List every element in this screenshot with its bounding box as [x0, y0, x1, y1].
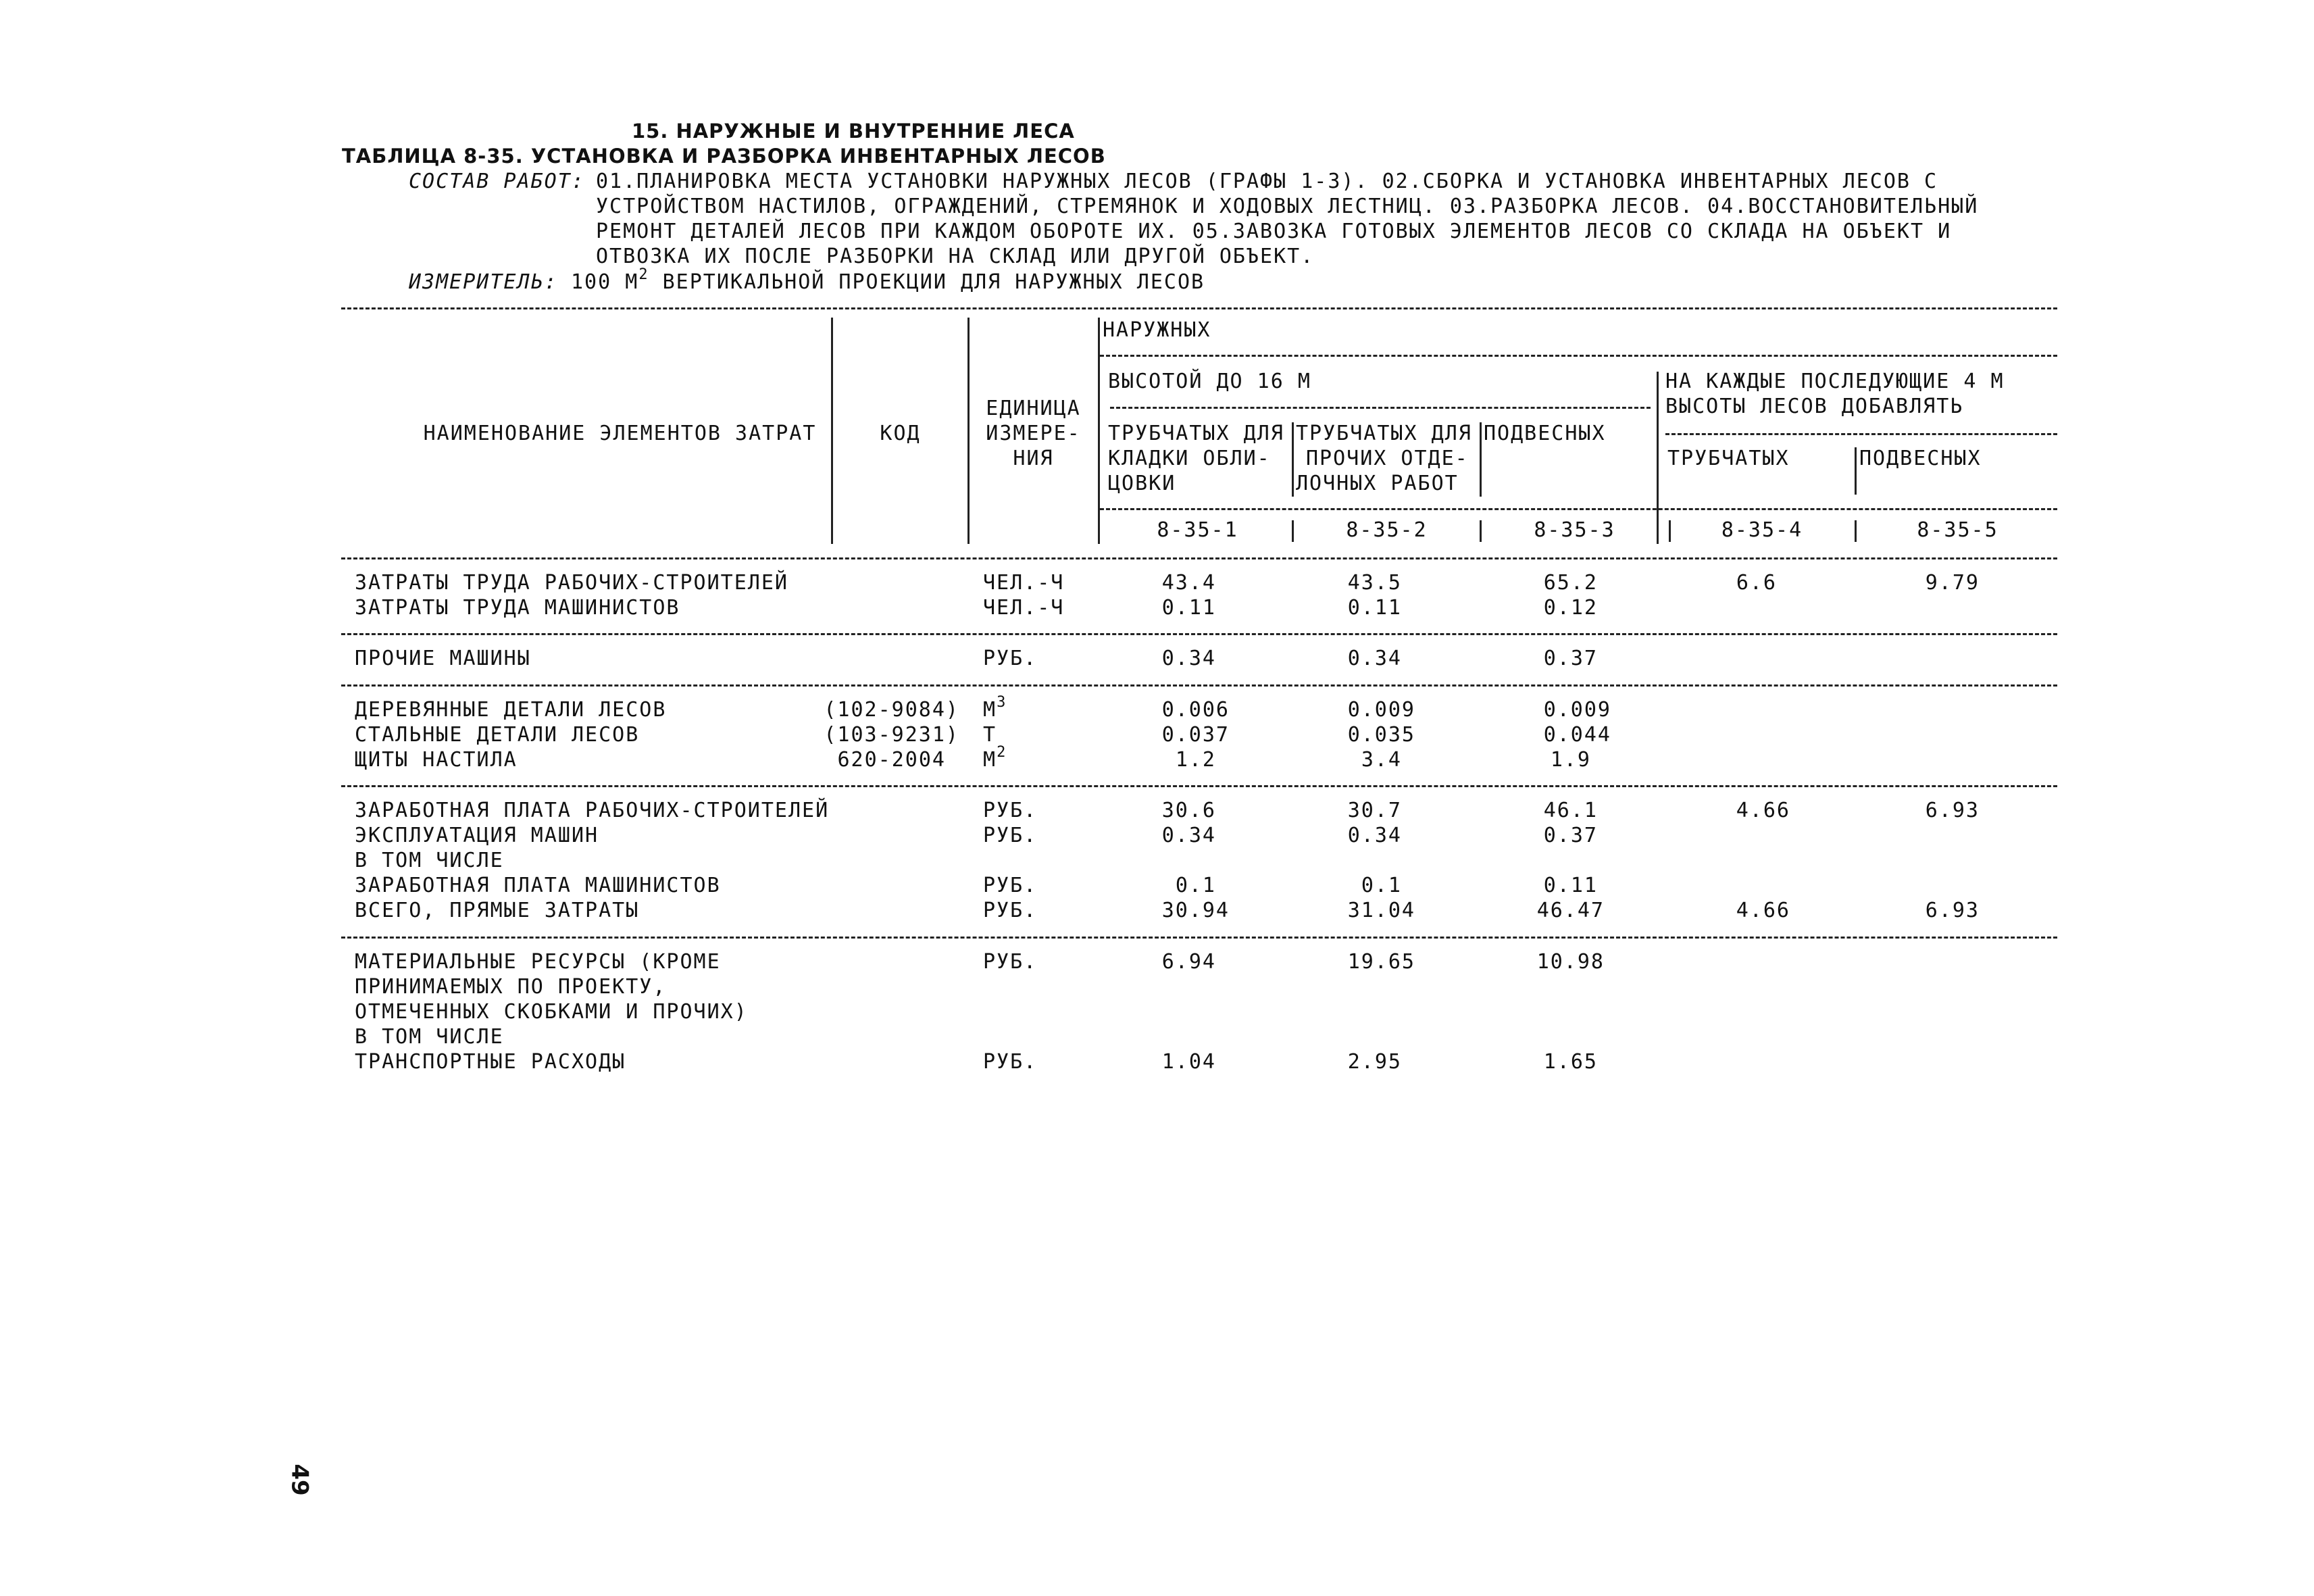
row-code: (103-9231) — [824, 723, 959, 747]
row-value-2: 0.34 — [1347, 647, 1402, 670]
row-name: ПРИНИМАЕМЫХ ПО ПРОЕКТУ, — [355, 975, 667, 999]
header-unit-line3: НИЯ — [1013, 447, 1054, 470]
row-value-3: 0.37 — [1543, 824, 1598, 847]
section-title: 15. НАРУЖНЫЕ И ВНУТРЕННИЕ ЛЕСА — [632, 120, 1075, 143]
page-number: 49 — [286, 1464, 313, 1496]
row-name: В ТОМ ЧИСЛЕ — [355, 1025, 504, 1049]
header-unit-line1: ЕДИНИЦА — [986, 397, 1081, 420]
work-composition-label: СОСТАВ РАБОТ: — [409, 170, 585, 193]
row-name: ЭКСПЛУАТАЦИЯ МАШИН — [355, 824, 599, 847]
row-value-2: 0.009 — [1347, 698, 1415, 722]
row-value-1: 30.6 — [1161, 799, 1216, 822]
row-name: ВСЕГО, ПРЯМЫЕ ЗАТРАТЫ — [355, 899, 640, 922]
row-name: ПРОЧИЕ МАШИНЫ — [355, 647, 531, 670]
header-col2-line3: ЛОЧНЫХ РАБОТ — [1296, 472, 1459, 495]
header-col2-line2: ПРОЧИХ ОТДЕ- — [1306, 447, 1469, 470]
row-value-3: 65.2 — [1543, 571, 1598, 595]
row-value-3: 0.12 — [1543, 596, 1598, 620]
row-name: ЗАТРАТЫ ТРУДА РАБОЧИХ-СТРОИТЕЛЕЙ — [355, 571, 788, 595]
header-name-col: НАИМЕНОВАНИЕ ЭЛЕМЕНТОВ ЗАТРАТ — [423, 422, 817, 445]
row-name: ЗАРАБОТНАЯ ПЛАТА МАШИНИСТОВ — [355, 874, 721, 897]
row-name: В ТОМ ЧИСЛЕ — [355, 849, 504, 872]
row-value-2: 0.1 — [1361, 874, 1402, 897]
row-value-2: 0.11 — [1347, 596, 1402, 620]
column-code-5: 8-35-5 — [1917, 518, 1998, 542]
group-rule — [341, 785, 2057, 787]
col-divider-1-2 — [1292, 422, 1294, 497]
row-name: СТАЛЬНЫЕ ДЕТАЛИ ЛЕСОВ — [355, 723, 640, 747]
row-value-3: 0.11 — [1543, 874, 1598, 897]
header-code-col: КОД — [880, 422, 921, 445]
row-value-5: 6.93 — [1925, 899, 1980, 922]
row-value-2: 0.34 — [1347, 824, 1402, 847]
code-divider-4 — [1855, 520, 1857, 542]
row-value-2: 30.7 — [1347, 799, 1402, 822]
row-unit: РУБ. — [983, 874, 1038, 897]
header-col4: ТРУБЧАТЫХ — [1667, 447, 1790, 470]
row-name: ТРАНСПОРТНЫЕ РАСХОДЫ — [355, 1050, 626, 1074]
row-unit: РУБ. — [983, 647, 1038, 670]
header-col2-line1: ТРУБЧАТЫХ ДЛЯ — [1296, 422, 1472, 445]
row-unit: РУБ. — [983, 899, 1038, 922]
row-value-3: 46.1 — [1543, 799, 1598, 822]
row-value-2: 43.5 — [1347, 571, 1402, 595]
col-divider-2-3 — [1480, 422, 1482, 497]
row-unit: РУБ. — [983, 799, 1038, 822]
col-divider-code — [967, 318, 970, 544]
row-value-1: 0.037 — [1161, 723, 1230, 747]
row-value-1: 0.1 — [1175, 874, 1216, 897]
row-unit: РУБ. — [983, 824, 1038, 847]
meter-text — [571, 266, 1205, 295]
row-value-2: 3.4 — [1361, 748, 1402, 772]
row-code: 620-2004 — [837, 748, 946, 772]
row-value-4: 6.6 — [1736, 571, 1777, 595]
meter-value: 100 М — [571, 270, 639, 294]
work-line-4: ОТВОЗКА ИХ ПОСЛЕ РАЗБОРКИ НА СКЛАД ИЛИ ДРУГОЙ ОБЪЕКТ. — [596, 245, 1315, 268]
row-value-4: 4.66 — [1736, 899, 1790, 922]
unit-base: М — [983, 698, 997, 722]
row-value-1: 43.4 — [1161, 571, 1216, 595]
meter-sup: 2 — [638, 266, 649, 283]
row-name: ДЕРЕВЯННЫЕ ДЕТАЛИ ЛЕСОВ — [355, 698, 667, 722]
row-value-5: 9.79 — [1925, 571, 1980, 595]
row-value-2: 19.65 — [1347, 950, 1415, 974]
header-each-4m-line2: ВЫСОТЫ ЛЕСОВ ДОБАВЛЯТЬ — [1665, 395, 1964, 418]
row-value-1: 0.34 — [1161, 647, 1216, 670]
header-each-4m-line1: НА КАЖДЫЕ ПОСЛЕДУЮЩИЕ 4 М — [1665, 370, 2005, 393]
row-unit: ЧЕЛ.-Ч — [983, 596, 1065, 620]
row-value-3: 46.47 — [1536, 899, 1605, 922]
header-col1-line2: КЛАДКИ ОБЛИ- — [1108, 447, 1271, 470]
table-top-rule — [341, 307, 2057, 309]
row-value-1: 6.94 — [1161, 950, 1216, 974]
work-line-1: 01.ПЛАНИРОВКА МЕСТА УСТАНОВКИ НАРУЖНЫХ ЛЕСОВ (ГРАФЫ 1-3). 02.СБОРКА И УСТАНОВКА ИНВЕНТАРНЫХ ЛЕСОВ С — [596, 170, 1938, 193]
meter-rest: ВЕРТИКАЛЬНОЙ ПРОЕКЦИИ ДЛЯ НАРУЖНЫХ ЛЕСОВ — [649, 270, 1205, 294]
unit-sup: 3 — [997, 694, 1007, 711]
row-name: ЗАРАБОТНАЯ ПЛАТА РАБОЧИХ-СТРОИТЕЛЕЙ — [355, 799, 830, 822]
header-unit-line2: ИЗМЕРЕ- — [986, 422, 1081, 445]
group-rule — [341, 937, 2057, 939]
column-code-3: 8-35-3 — [1534, 518, 1615, 542]
row-value-1: 1.2 — [1175, 748, 1216, 772]
header-rule-1 — [1100, 355, 2057, 357]
header-height-16: ВЫСОТОЙ ДО 16 М — [1108, 370, 1311, 393]
header-rule-2a — [1110, 407, 1651, 409]
header-col1-line3: ЦОВКИ — [1108, 472, 1176, 495]
row-value-3: 1.9 — [1550, 748, 1591, 772]
work-line-2: УСТРОЙСТВОМ НАСТИЛОВ, ОГРАЖДЕНИЙ, СТРЕМЯНОК И ХОДОВЫХ ЛЕСТНИЦ. 03.РАЗБОРКА ЛЕСОВ. 04.ВОССТАНОВИТЕЛЬНЫЙ — [596, 195, 1979, 218]
col-divider-4-5 — [1855, 447, 1857, 495]
row-value-1: 1.04 — [1161, 1050, 1216, 1074]
row-unit — [983, 694, 1007, 722]
row-value-2: 0.035 — [1347, 723, 1415, 747]
row-value-3: 1.65 — [1543, 1050, 1598, 1074]
row-unit — [983, 744, 1007, 772]
row-value-2: 31.04 — [1347, 899, 1415, 922]
work-line-3: РЕМОНТ ДЕТАЛЕЙ ЛЕСОВ ПРИ КАЖДОМ ОБОРОТЕ ИХ. 05.ЗАВОЗКА ГОТОВЫХ ЭЛЕМЕНТОВ ЛЕСОВ СО СКЛАДА НА ОБЪЕКТ И — [596, 220, 1952, 243]
row-name: ЩИТЫ НАСТИЛА — [355, 748, 518, 772]
row-unit: РУБ. — [983, 1050, 1038, 1074]
meter-label: ИЗМЕРИТЕЛЬ: — [409, 270, 558, 294]
group-rule — [341, 633, 2057, 635]
row-value-3: 0.37 — [1543, 647, 1598, 670]
row-value-1: 0.34 — [1161, 824, 1216, 847]
row-name: МАТЕРИАЛЬНЫЕ РЕСУРСЫ (КРОМЕ — [355, 950, 721, 974]
row-code: (102-9084) — [824, 698, 959, 722]
unit-sup: 2 — [997, 744, 1007, 761]
header-rule-2b — [1665, 433, 2057, 435]
table-title: ТАБЛИЦА 8-35. УСТАНОВКА И РАЗБОРКА ИНВЕНТАРНЫХ ЛЕСОВ — [342, 145, 1106, 168]
row-unit: РУБ. — [983, 950, 1038, 974]
row-value-1: 0.006 — [1161, 698, 1230, 722]
row-value-5: 6.93 — [1925, 799, 1980, 822]
row-value-3: 0.044 — [1543, 723, 1611, 747]
column-code-1: 8-35-1 — [1157, 518, 1238, 542]
unit-base: М — [983, 748, 997, 772]
group-rule — [341, 684, 2057, 687]
row-value-3: 10.98 — [1536, 950, 1605, 974]
row-name: ОТМЕЧЕННЫХ СКОБКАМИ И ПРОЧИХ) — [355, 1000, 748, 1024]
row-name: ЗАТРАТЫ ТРУДА МАШИНИСТОВ — [355, 596, 680, 620]
row-unit: ЧЕЛ.-Ч — [983, 571, 1065, 595]
row-unit: Т — [983, 723, 997, 747]
row-value-2: 2.95 — [1347, 1050, 1402, 1074]
column-code-4: 8-35-4 — [1721, 518, 1803, 542]
header-col5: ПОДВЕСНЫХ — [1859, 447, 1982, 470]
col-divider-name — [831, 318, 833, 544]
column-code-2: 8-35-2 — [1346, 518, 1428, 542]
header-col1-line1: ТРУБЧАТЫХ ДЛЯ — [1108, 422, 1284, 445]
header-outer: НАРУЖНЫХ — [1103, 318, 1211, 342]
row-value-3: 0.009 — [1543, 698, 1611, 722]
header-bottom-rule — [341, 557, 2057, 559]
header-col3: ПОДВЕСНЫХ — [1484, 422, 1606, 445]
row-value-4: 4.66 — [1736, 799, 1790, 822]
row-value-1: 0.11 — [1161, 596, 1216, 620]
header-rule-3 — [1100, 508, 2057, 510]
row-value-1: 30.94 — [1161, 899, 1230, 922]
